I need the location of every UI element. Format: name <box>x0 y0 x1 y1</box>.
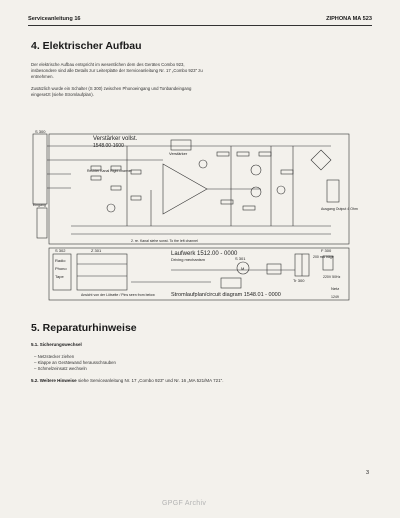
label-fuse-value: 200 mA träge <box>313 255 334 259</box>
subsection-5-2 <box>31 378 311 384</box>
section4-paragraph-1: Der elektrische Aufbau entspricht im wesentlichen dem des Gerätes Combo 923, insbesondere sind alle Details zur Leiterplatte der Serviceanleitung Nr. 17 „Combo 923" zu entnehmen. <box>31 62 203 80</box>
label-fuse: F 300 <box>321 248 332 253</box>
schematic-title: Verstärker vollst. <box>93 136 138 142</box>
header-left: Serviceanleitung 16 <box>28 16 81 22</box>
section5-title: 5. Reparaturhinweise <box>31 322 137 334</box>
page-number: 3 <box>366 470 370 476</box>
fuse-change-steps <box>34 354 116 373</box>
label-sheet-number: 1249 <box>331 295 339 299</box>
label-s300: S 300 <box>35 129 46 134</box>
label-eingang: Eingang <box>33 203 46 207</box>
list-item: – Klappe an Gerätewand herausschrauben <box>34 360 116 366</box>
list-item: – Schmelzeinsatz wechseln <box>34 366 87 372</box>
label-z301: Z 301 <box>91 248 102 253</box>
label-right-channel: Rechter Kanal Right channel <box>87 169 132 173</box>
label-radio: Radio <box>55 258 66 263</box>
label-s301: S 301 <box>235 256 246 261</box>
subsection-5-2-title: 5.2. Weitere Hinweise <box>31 378 77 383</box>
watermark: GPGF Archiv <box>162 500 207 507</box>
label-phono: Phono <box>55 266 67 271</box>
label-diagram-number: Stromlaufplan/circuit diagram 1548.01 - 0000 <box>171 292 281 298</box>
label-pins-view: Ansicht von der Lötseite / Pins seen from below <box>81 293 155 297</box>
schematic-part-amp: 1548.00-1600 <box>93 143 124 149</box>
circuit-diagram <box>31 129 358 302</box>
label-tape: Tape <box>55 274 64 279</box>
header-right: ZIPHONA MA 523 <box>326 16 372 22</box>
label-driving-mechanism: Driving mechanism <box>171 257 206 262</box>
subsection-5-1-title: 5.1. Sicherungswechsel <box>31 342 82 347</box>
label-netz: Netz <box>331 286 340 291</box>
header-rule <box>28 25 372 26</box>
label-transformer: Tr 300 <box>293 278 305 283</box>
label-verstaerker: Verstärker <box>169 151 188 156</box>
section4-title: 4. Elektrischer Aufbau <box>31 40 142 52</box>
section4-paragraph-2: Zusätzlich wurde ein Schalter (S 300) zwischen Phonoeingang und Tonbandeingang eingesetzt (siehe Stromlaufplan). <box>31 86 192 98</box>
list-item: – Netzstecker ziehen <box>34 354 75 359</box>
label-motor: M <box>241 266 245 271</box>
label-mains-voltage: 220V 50Hz <box>323 275 341 279</box>
label-laufwerk: Laufwerk 1512.00 - 0000 <box>171 251 238 257</box>
subsection-5-2-text: siehe Serviceanleitung Nr. 17 „Combo 923" und Nr. 16 „MA 521/MA 721". <box>77 378 224 383</box>
label-output: Ausgang Output 4 Ohm <box>321 207 358 211</box>
label-left-channel: 2. re. Kanal siehe sonst. To the left channel <box>131 239 198 243</box>
label-s302: S 302 <box>55 248 66 253</box>
